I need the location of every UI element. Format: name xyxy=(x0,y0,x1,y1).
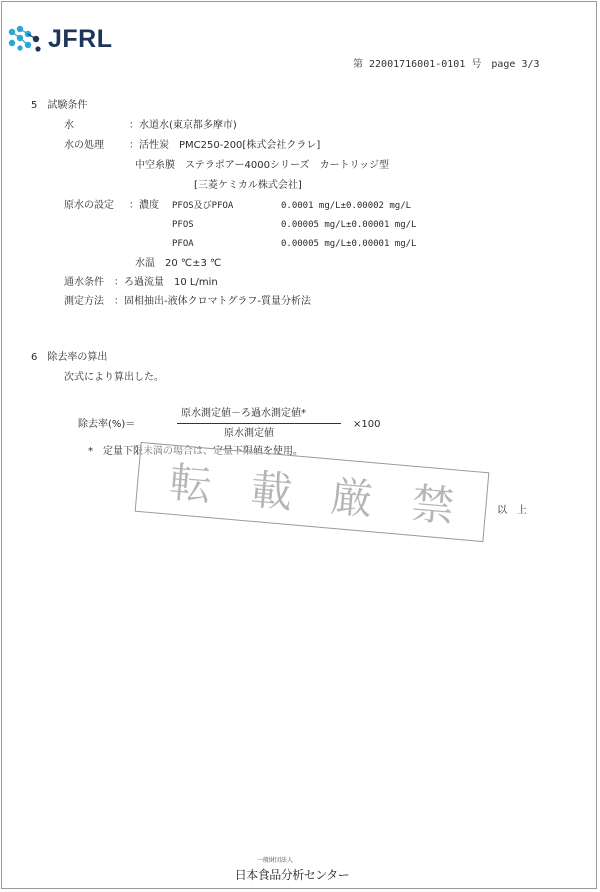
conc-value-pfos: 0.00005 mg/L±0.00001 mg/L xyxy=(281,220,417,230)
page-border xyxy=(1,1,597,889)
stamp-char: 転 xyxy=(167,457,214,511)
treatment-value-3: [三菱ケミカル株式会社] xyxy=(194,180,302,191)
section5-heading: 5 試験条件 xyxy=(31,100,88,111)
conc-value-total: 0.0001 mg/L±0.00002 mg/L xyxy=(281,201,412,211)
footer-organization xyxy=(222,855,362,883)
flow-label: 通水条件 xyxy=(64,277,104,288)
conc-name-total: PFOS及びPFOA xyxy=(172,201,234,211)
conc-value-pfoa: 0.00005 mg/L±0.00001 mg/L xyxy=(281,239,417,249)
formula-footnote: * 定量下限未満の場合は、定量下限値を使用。 xyxy=(88,446,303,457)
formula-lhs: 除去率(%)＝ xyxy=(78,419,136,430)
treatment-label: 水の処理 xyxy=(64,140,104,151)
stamp-char: 載 xyxy=(248,464,295,518)
footer-org-name: 日本食品分析センター xyxy=(234,868,350,882)
method-value: ：固相抽出-液体クロマトグラフ-質量分析法 xyxy=(114,296,312,307)
treatment-value: ：活性炭 PMC250-200[株式会社クラレ] xyxy=(129,140,321,151)
formula-multiplier: ×100 xyxy=(353,419,381,430)
report-number: 第 22001716001-0101 号 page 3/3 xyxy=(353,59,540,70)
conc-name-pfoa: PFOA xyxy=(172,239,194,249)
formula-numerator: 原水測定値－ろ過水測定値* xyxy=(181,408,306,419)
fraction-bar xyxy=(177,423,341,424)
flow-value: ：ろ過流量 10 L/min xyxy=(114,277,218,288)
conc-name-pfos: PFOS xyxy=(172,220,194,230)
stamp-char: 厳 xyxy=(329,471,376,525)
source-label: 原水の設定 xyxy=(64,200,114,211)
molecule-logo-icon xyxy=(6,24,46,54)
method-label: 測定方法 xyxy=(64,296,104,307)
closing-mark: 以 上 xyxy=(497,505,527,516)
water-label: 水 xyxy=(64,120,74,131)
water-temperature: 水温 20 ℃±3 ℃ xyxy=(135,258,222,269)
section6-intro: 次式により算出した。 xyxy=(64,372,164,383)
formula-denominator: 原水測定値 xyxy=(224,428,274,439)
water-value: ：水道水(東京都多摩市) xyxy=(129,120,237,131)
jfrl-logo xyxy=(6,22,113,56)
logo-text: JFRL xyxy=(48,24,113,53)
treatment-value-2: 中空糸膜 ステラポアー4000シリーズ カートリッジ型 xyxy=(135,160,390,171)
section6-heading: 6 除去率の算出 xyxy=(31,352,108,363)
concentration-label: ：濃度 xyxy=(129,200,159,211)
stamp-char: 禁 xyxy=(409,478,456,532)
footer-small-label: 一般財団法人 xyxy=(256,857,293,864)
